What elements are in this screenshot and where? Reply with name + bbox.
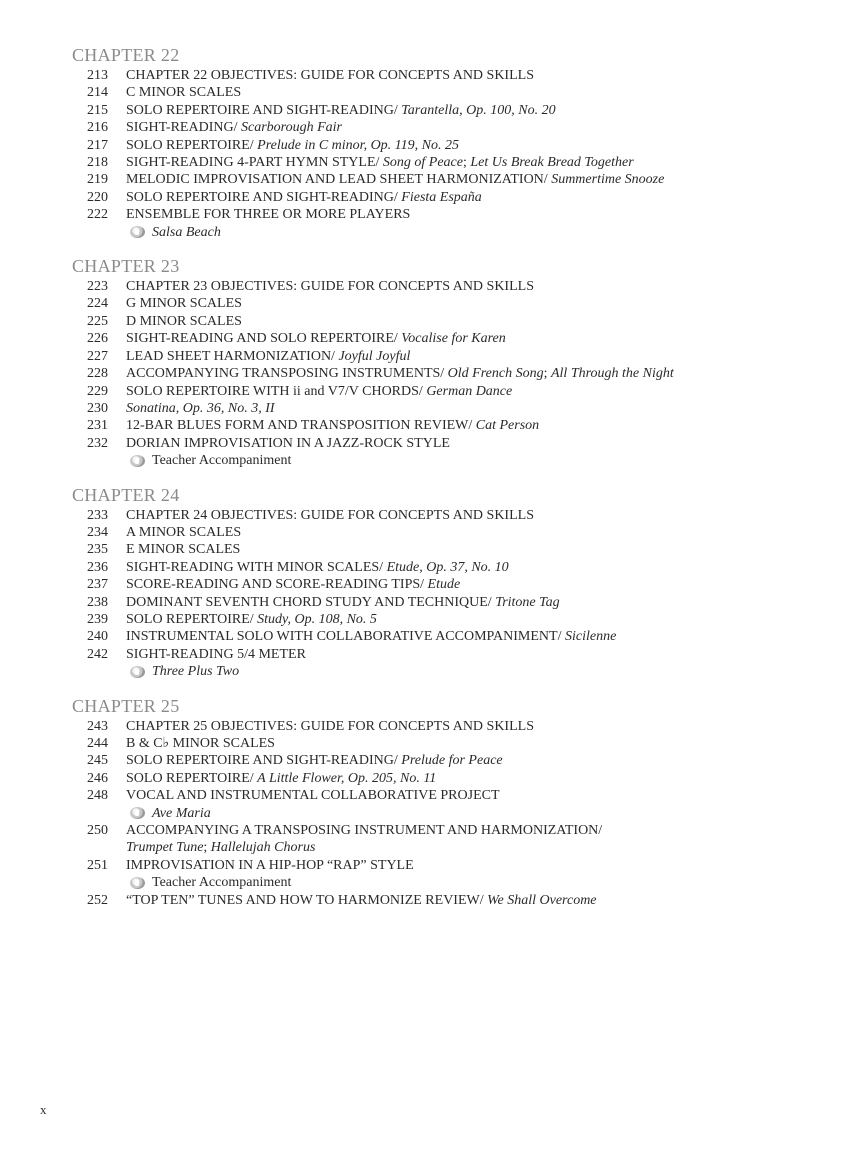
audio-track-row [72,663,832,680]
entry-piece-title: Summertime Snooze [551,172,665,188]
toc-entry-continuation [72,839,832,856]
entry-title [126,576,832,593]
entry-heading: E MINOR SCALES [126,542,241,558]
page-number-label: 217 [87,137,108,153]
entry-heading: CHAPTER 24 OBJECTIVES: GUIDE FOR CONCEPTS AND SKILLS [126,507,534,523]
entry-title [126,171,832,188]
toc-entry [72,787,832,804]
entry-heading: “TOP TEN” TUNES AND HOW TO HARMONIZE REVIEW/ [126,892,488,908]
page-number-label: 236 [87,559,108,575]
entry-title [126,330,832,347]
entry-heading: 12-BAR BLUES FORM AND TRANSPOSITION REVIEW/ [126,418,476,434]
entry-title [126,365,832,382]
toc-entry [72,718,832,735]
entry-title [126,313,832,330]
page-number-label: 226 [87,331,108,347]
audio-track-icon [130,455,145,467]
toc-entry [72,67,832,84]
entry-heading: ACCOMPANYING TRANSPOSING INSTRUMENTS/ [126,366,448,382]
toc-entry [72,576,832,593]
toc-entry [72,171,832,188]
entry-heading: CHAPTER 22 OBJECTIVES: GUIDE FOR CONCEPTS AND SKILLS [126,68,534,83]
chapter-title: CHAPTER 24 [72,484,180,505]
page-number-label: 237 [87,577,108,593]
entry-heading: SIGHT-READING WITH MINOR SCALES/ [126,559,387,575]
page-number-label: 238 [87,594,108,610]
entry-piece-title: All Through the Night [550,366,674,382]
entry-title [126,102,832,119]
entry-heading: G MINOR SCALES [126,296,242,312]
page-number-label: 251 [87,857,108,873]
entry-title [126,154,832,171]
entry-piece-title: Joyful Joyful [338,348,411,364]
entry-title [126,524,832,541]
entry-piece-title: Old French Song [447,366,544,382]
page-number-label: 219 [87,172,108,188]
chapter-section [72,484,832,681]
entry-piece-title: Vocalise for Karen [401,331,506,347]
entry-piece-title: Scarborough Fair [240,120,342,136]
audio-track-row [72,224,832,241]
page-number-label: 252 [87,892,108,908]
page-number-label: 224 [87,296,108,312]
entry-title [126,400,832,417]
entry-piece-title: Fiesta España [401,189,482,205]
entry-title [126,735,832,752]
toc-entry [72,507,832,524]
audio-track-label: Three Plus Two [152,664,240,680]
toc-entry [72,628,832,645]
toc-entry [72,646,832,663]
entry-title [126,718,832,735]
chapter-section [72,255,832,469]
entry-heading: D MINOR SCALES [126,313,242,329]
entry-title [126,278,832,295]
chapter-section [72,44,832,241]
page-number-label: 225 [87,313,108,329]
entry-piece-title: We Shall Overcome [487,892,597,908]
entry-title [126,541,832,558]
toc-entry [72,892,832,909]
entry-title [126,611,832,628]
entry-piece-title: Etude [427,577,461,593]
page-number-label: 214 [87,85,108,101]
entry-heading: SOLO REPERTOIRE WITH ii and V7/V CHORDS/ [126,383,427,399]
entry-title [126,137,832,154]
page-number-label: 239 [87,611,108,627]
audio-track-icon [130,877,145,889]
entry-title [126,206,832,223]
toc-entry [72,137,832,154]
entry-title [126,752,832,769]
entry-piece-title: German Dance [426,383,513,399]
toc-entry [72,365,832,382]
entry-piece-title: Prelude in C minor, Op. 119, No. 25 [257,137,459,153]
toc-entry [72,752,832,769]
toc-entry [72,102,832,119]
entry-heading: MELODIC IMPROVISATION AND LEAD SHEET HARMONIZATION/ [126,172,552,188]
page-number-label: 246 [87,770,108,786]
entry-heading: ACCOMPANYING A TRANSPOSING INSTRUMENT AND HARMONIZATION/ [126,823,603,839]
chapter-section [72,695,832,909]
page-number-label: 242 [87,646,108,662]
page-number-label: 213 [87,68,108,83]
table-of-contents [72,44,832,923]
page-number-label: 231 [87,418,108,434]
entry-heading: VOCAL AND INSTRUMENTAL COLLABORATIVE PROJECT [126,788,500,804]
entry-heading: SIGHT-READING 5/4 METER [126,646,306,662]
entry-heading: B & C♭ MINOR SCALES [126,736,275,751]
toc-entry [72,857,832,874]
toc-entry [72,189,832,206]
toc-entry [72,435,832,452]
entry-heading: DOMINANT SEVENTH CHORD STUDY AND TECHNIQUE/ [126,594,496,610]
entry-heading: ENSEMBLE FOR THREE OR MORE PLAYERS [126,207,411,223]
page-number-label: 215 [87,102,108,118]
entry-piece-title: Let Us Break Bread Together [470,155,634,171]
toc-entry [72,119,832,136]
toc-entry [72,559,832,576]
entry-title [126,507,832,524]
entry-title [126,295,832,312]
entry-separator: ; [543,366,551,382]
entry-title [126,594,832,611]
toc-entry [72,278,832,295]
entry-heading: CHAPTER 23 OBJECTIVES: GUIDE FOR CONCEPTS AND SKILLS [126,279,534,295]
toc-entry [72,524,832,541]
page-number-label: 229 [87,383,108,399]
entry-title [126,435,832,452]
audio-track-icon [130,226,145,238]
chapter-title: CHAPTER 23 [72,256,180,277]
entry-title [126,189,832,206]
entry-title [126,770,832,787]
toc-entry [72,417,832,434]
entry-piece-title: Tarantella, Op. 100, No. 20 [401,102,556,118]
entry-heading: IMPROVISATION IN A HIP-HOP “RAP” STYLE [126,857,414,873]
audio-track-label: Teacher Accompaniment [152,453,292,469]
entry-piece-title: Sicilenne [564,629,617,645]
entry-heading: SOLO REPERTOIRE AND SIGHT-READING/ [126,753,402,769]
audio-track-row [72,874,832,891]
chapter-title: CHAPTER 25 [72,695,180,716]
entry-heading: C MINOR SCALES [126,85,242,101]
entry-piece-title: Prelude for Peace [401,753,503,769]
page-number-label: 248 [87,788,108,804]
entry-title [126,892,832,909]
page-number-label: 244 [87,736,108,751]
toc-entry [72,383,832,400]
toc-entry [72,313,832,330]
entry-separator: ; [203,840,211,856]
entry-piece-title: Song of Peace [382,155,463,171]
audio-track-icon [130,666,145,678]
toc-entry [72,330,832,347]
page-number-label: 245 [87,753,108,769]
audio-track-row [72,452,832,469]
audio-track-label: Teacher Accompaniment [152,875,292,891]
toc-entry [72,206,832,223]
entry-heading: SOLO REPERTOIRE AND SIGHT-READING/ [126,189,402,205]
chapter-title: CHAPTER 22 [72,45,180,65]
page-number-label: 222 [87,207,108,223]
toc-entry [72,348,832,365]
entry-title [126,348,832,365]
page-number-label: 216 [87,120,108,136]
audio-track-icon [130,807,145,819]
page-number: x [40,1102,47,1117]
entry-title [126,383,832,400]
entry-separator: ; [462,155,471,171]
entry-piece-title: A Little Flower, Op. 205, No. 11 [257,770,437,786]
page-number-label: 250 [87,823,108,839]
toc-entry [72,400,832,417]
audio-track-row [72,805,832,822]
page-number-label: 227 [87,348,108,364]
entry-title [126,119,832,136]
audio-track-label: Salsa Beach [152,224,221,240]
entry-title [126,84,832,101]
page-number-label: 228 [87,366,108,382]
entry-piece-title: Etude, Op. 37, No. 10 [386,559,509,575]
page-number-label: 218 [87,155,108,171]
entry-title [126,857,832,874]
entry-title [126,839,832,856]
entry-title [126,417,832,434]
entry-piece-title: Tritone Tag [495,594,560,610]
page-number-label: 234 [87,524,108,540]
toc-entry [72,154,832,171]
entry-piece-title: Hallelujah Chorus [210,840,316,856]
toc-entry [72,84,832,101]
entry-title [126,628,832,645]
entry-heading: SOLO REPERTOIRE/ [126,770,258,786]
entry-piece-title: Study, Op. 108, No. 5 [257,611,377,627]
entry-heading: LEAD SHEET HARMONIZATION/ [126,348,339,364]
toc-entry [72,295,832,312]
toc-entry [72,541,832,558]
entry-title [126,559,832,576]
entry-heading: INSTRUMENTAL SOLO WITH COLLABORATIVE ACCOMPANIMENT/ [126,629,565,645]
entry-title [126,67,832,84]
entry-heading: SCORE-READING AND SCORE-READING TIPS/ [126,577,428,593]
audio-track-label: Ave Maria [152,805,211,821]
entry-heading: SOLO REPERTOIRE/ [126,137,258,153]
page-number-label: 240 [87,629,108,645]
page-number-label: 223 [87,279,108,295]
toc-entry [72,594,832,611]
entry-heading: A MINOR SCALES [126,524,242,540]
entry-heading: SIGHT-READING AND SOLO REPERTOIRE/ [126,331,402,347]
toc-entry [72,611,832,628]
entry-title [126,787,832,804]
entry-title [126,822,832,839]
toc-entry [72,770,832,787]
entry-piece-title: Cat Person [475,418,540,434]
page-number-label: 235 [87,542,108,558]
entry-title [126,646,832,663]
page-number-label: 243 [87,718,108,734]
entry-heading: SIGHT-READING 4-PART HYMN STYLE/ [126,155,383,171]
page-number-label: 233 [87,507,108,523]
page-number-label: 232 [87,435,108,451]
toc-entry [72,735,832,752]
page-number-label: 230 [87,400,108,416]
entry-heading: CHAPTER 25 OBJECTIVES: GUIDE FOR CONCEPTS AND SKILLS [126,718,534,734]
entry-piece-title: Trumpet Tune [126,840,204,856]
toc-entry [72,822,832,839]
entry-heading: SIGHT-READING/ [126,120,241,136]
entry-heading: DORIAN IMPROVISATION IN A JAZZ-ROCK STYLE [126,435,450,451]
entry-heading: SOLO REPERTOIRE/ [126,611,258,627]
entry-heading: SOLO REPERTOIRE AND SIGHT-READING/ [126,102,402,118]
entry-piece-title: Sonatina, Op. 36, No. 3, II [126,400,275,416]
page-number-label: 220 [87,189,108,205]
